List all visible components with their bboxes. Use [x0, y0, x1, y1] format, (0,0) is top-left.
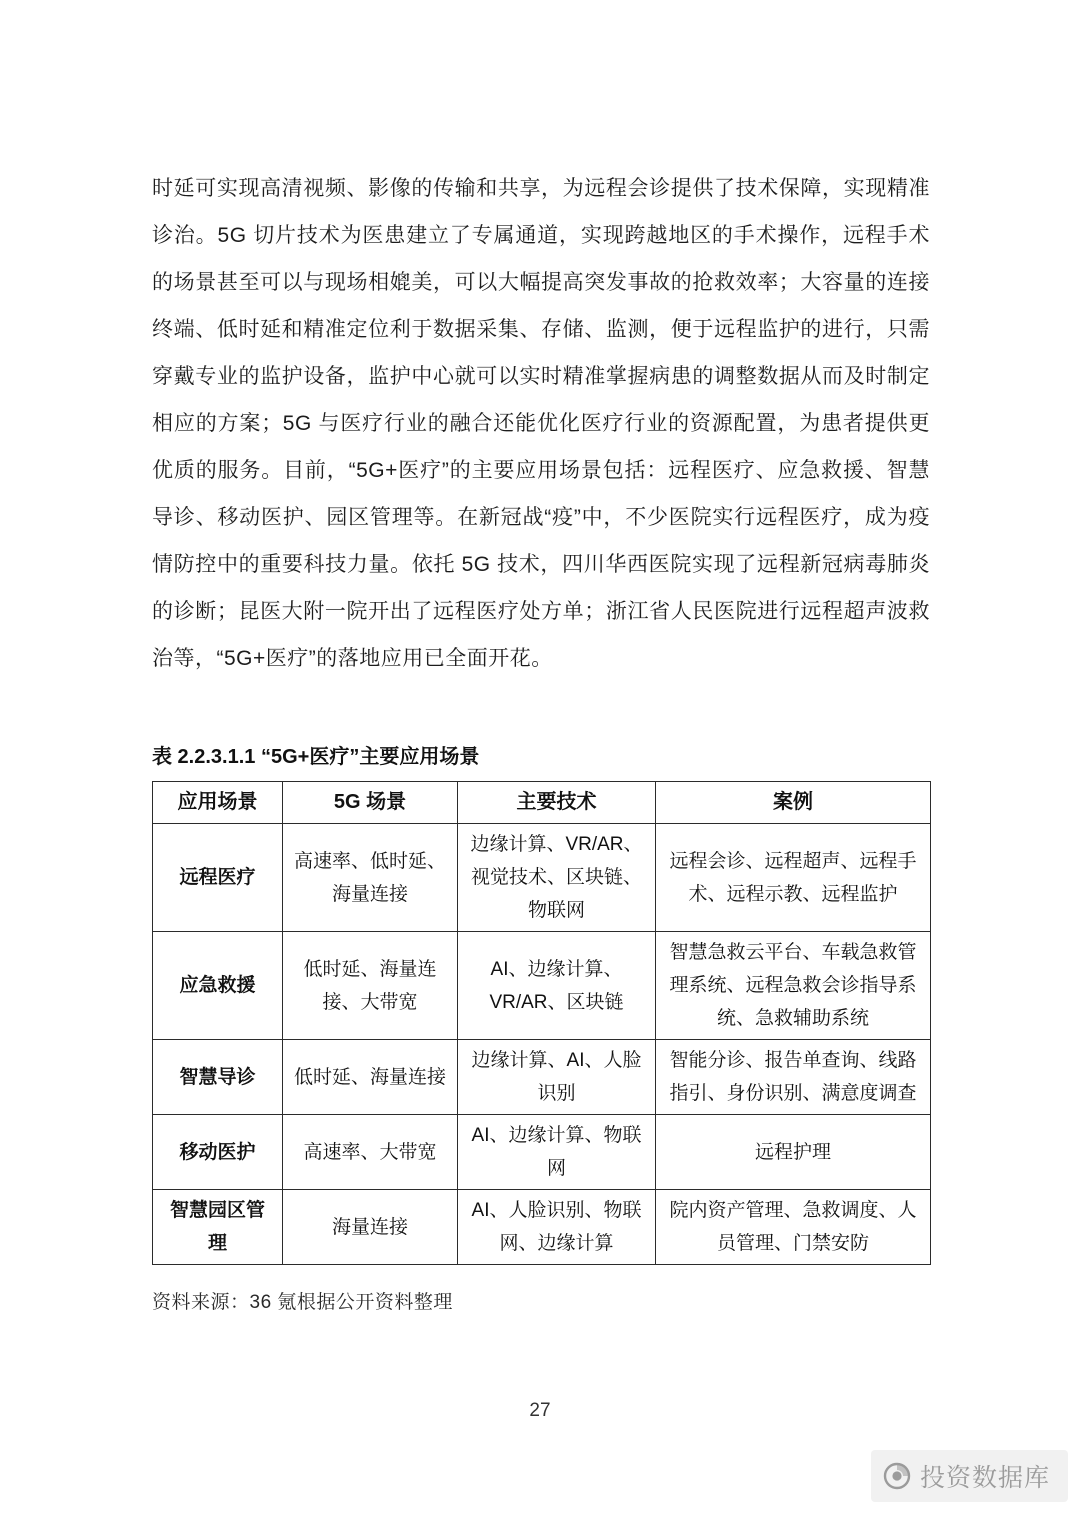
cell-5g-scene: 高速率、低时延、海量连接 — [283, 824, 458, 932]
cell-case: 远程护理 — [656, 1115, 931, 1190]
cell-scene: 移动医护 — [153, 1115, 283, 1190]
header-case: 案例 — [656, 782, 931, 824]
header-5g-scene: 5G 场景 — [283, 782, 458, 824]
cell-case: 院内资产管理、急救调度、人员管理、门禁安防 — [656, 1190, 931, 1265]
document-content — [152, 165, 930, 1314]
page-number: 27 — [529, 1400, 551, 1421]
cell-5g-scene: 高速率、大带宽 — [283, 1115, 458, 1190]
table-title: 表 2.2.3.1.1 “5G+医疗”主要应用场景 — [152, 746, 480, 768]
cell-case: 远程会诊、远程超声、远程手术、远程示教、远程监护 — [656, 824, 931, 932]
cell-scene: 智慧园区管理 — [153, 1190, 283, 1265]
body-paragraph: 时延可实现高清视频、影像的传输和共享，为远程会诊提供了技术保障，实现精准诊治。5G 切片技术为医患建立了专属通道，实现跨越地区的手术操作，远程手术的场景甚至可以与现场相媲美，可以大幅提高突发事故的抢救效率；大容量的连接终端、低时延和精准定位利于数据采集、存储、监测，便于远程监护的进行，只需穿戴专业的监护设备，监护中心就可以实时精准掌握病患的调整数据从而及时制定相应的方案；5G 与医疗行业的融合还能优化医疗行业的资源配置，为患者提供更优质的服务。目前，“5G+医疗”的主要应用场景包括：远程医疗、应急救援、智慧导诊、移动医护、园区管理等。在新冠战“疫”中，不少医院实行远程医疗，成为疫情防控中的重要科技力量。依托 5G 技术，四川华西医院实现了远程新冠病毒肺炎的诊断；昆医大附一院开出了远程医疗处方单；浙江省人民医院进行远程超声波救治等，“5G+医疗”的落地应用已全面开花。 — [152, 177, 930, 670]
cell-5g-scene: 低时延、海量连接 — [283, 1040, 458, 1115]
cell-5g-scene: 低时延、海量连接、大带宽 — [283, 932, 458, 1040]
cell-scene: 远程医疗 — [153, 824, 283, 932]
cell-main-tech: 边缘计算、VR/AR、视觉技术、区块链、物联网 — [458, 824, 656, 932]
cell-5g-scene: 海量连接 — [283, 1190, 458, 1265]
cell-case: 智能分诊、报告单查询、线路指引、身份识别、满意度调查 — [656, 1040, 931, 1115]
watermark-label: 投资数据库 — [919, 1464, 1050, 1492]
cell-main-tech: 边缘计算、AI、人脸识别 — [458, 1040, 656, 1115]
watermark — [871, 1450, 1068, 1502]
cell-scene: 智慧导诊 — [153, 1040, 283, 1115]
cell-scene: 应急救援 — [153, 932, 283, 1040]
table-row — [153, 1190, 931, 1265]
header-main-tech: 主要技术 — [458, 782, 656, 824]
table-row — [153, 1040, 931, 1115]
cell-main-tech: AI、边缘计算、VR/AR、区块链 — [458, 932, 656, 1040]
cell-main-tech: AI、边缘计算、物联网 — [458, 1115, 656, 1190]
header-application-scene: 应用场景 — [153, 782, 283, 824]
table-row — [153, 932, 931, 1040]
table-row — [153, 1115, 931, 1190]
table-header-row — [153, 782, 931, 824]
cell-main-tech: AI、人脸识别、物联网、边缘计算 — [458, 1190, 656, 1265]
cell-case: 智慧急救云平台、车载急救管理系统、远程急救会诊指导系统、急救辅助系统 — [656, 932, 931, 1040]
watermark-logo-icon — [883, 1462, 911, 1490]
table-row — [153, 824, 931, 932]
source-note: 资料来源：36 氪根据公开资料整理 — [152, 1292, 453, 1313]
application-scenarios-table — [152, 781, 931, 1265]
